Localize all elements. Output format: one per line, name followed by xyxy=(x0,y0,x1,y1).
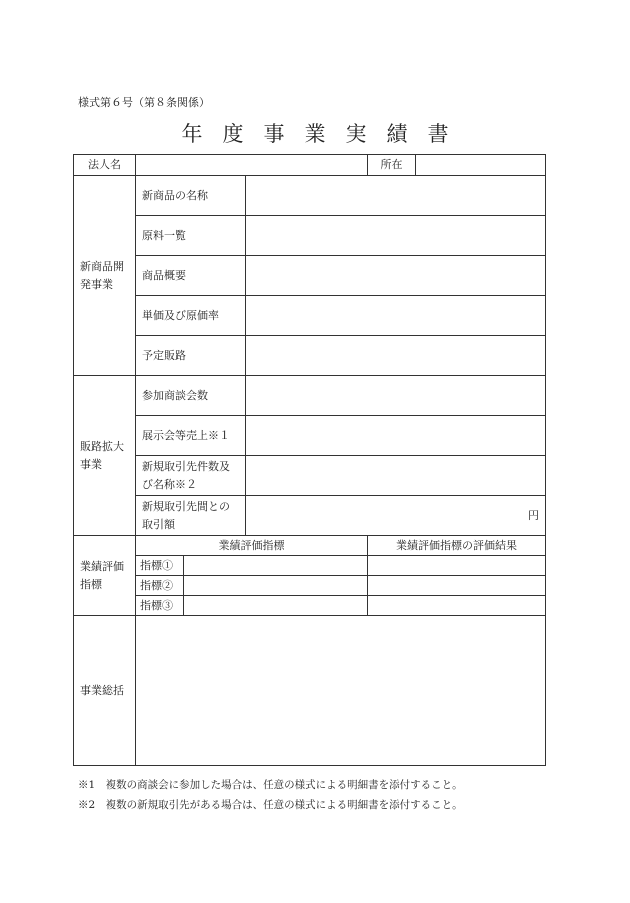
result-3-field[interactable] xyxy=(368,596,546,616)
unit-price-field[interactable] xyxy=(246,296,546,336)
row-label: 新規取引先件数及び名称※２ xyxy=(136,456,246,496)
table-row xyxy=(74,556,546,576)
summary-label: 事業総括 xyxy=(74,616,136,766)
amount-unit: 円 xyxy=(528,508,540,522)
table-row xyxy=(74,416,546,456)
table-row xyxy=(74,176,546,216)
location-field[interactable] xyxy=(416,155,546,176)
footnotes xyxy=(78,775,463,815)
table-row xyxy=(74,336,546,376)
new-product-name-field[interactable] xyxy=(246,176,546,216)
row-label: 展示会等売上※１ xyxy=(136,416,246,456)
sales-group-label: 販路拡大事業 xyxy=(74,376,136,536)
meetings-count-field[interactable] xyxy=(246,376,546,416)
table-row xyxy=(74,536,546,556)
evaluation-group-label: 業績評価指標 xyxy=(74,536,136,616)
footnote: ※1 複数の商談会に参加した場合は、任意の様式による明細書を添付すること。 xyxy=(78,779,463,791)
table-row xyxy=(74,616,546,766)
table-row xyxy=(74,456,546,496)
exhibition-sales-field[interactable] xyxy=(246,416,546,456)
new-partners-field[interactable] xyxy=(246,456,546,496)
indicator-label: 指標③ xyxy=(136,596,184,616)
location-label: 所在 xyxy=(368,155,416,176)
new-product-group-label: 新商品開発事業 xyxy=(74,176,136,376)
corp-name-field[interactable] xyxy=(136,155,368,176)
indicator-2-field[interactable] xyxy=(184,576,368,596)
row-label: 原料一覧 xyxy=(136,216,246,256)
row-label: 単価及び原価率 xyxy=(136,296,246,336)
table-row xyxy=(74,496,546,536)
row-label: 参加商談会数 xyxy=(136,376,246,416)
row-label: 新商品の名称 xyxy=(136,176,246,216)
materials-field[interactable] xyxy=(246,216,546,256)
result-1-field[interactable] xyxy=(368,556,546,576)
result-column-header: 業績評価指標の評価結果 xyxy=(368,536,546,556)
row-label: 商品概要 xyxy=(136,256,246,296)
footnote: ※2 複数の新規取引先がある場合は、任意の様式による明細書を添付すること。 xyxy=(78,799,463,811)
indicator-label: 指標① xyxy=(136,556,184,576)
table-row xyxy=(74,216,546,256)
page-title: 年度事業実績書 xyxy=(181,122,469,146)
transaction-amount-field[interactable] xyxy=(246,496,546,536)
summary-field[interactable] xyxy=(136,616,546,766)
table-row xyxy=(74,296,546,336)
result-2-field[interactable] xyxy=(368,576,546,596)
row-label: 予定販路 xyxy=(136,336,246,376)
planned-channel-field[interactable] xyxy=(246,336,546,376)
indicator-1-field[interactable] xyxy=(184,556,368,576)
product-overview-field[interactable] xyxy=(246,256,546,296)
table-row xyxy=(74,596,546,616)
corp-row xyxy=(74,155,546,176)
table-row xyxy=(74,256,546,296)
form-number: 様式第６号（第８条関係） xyxy=(78,96,210,109)
indicator-3-field[interactable] xyxy=(184,596,368,616)
report-form-table xyxy=(73,154,546,766)
table-row xyxy=(74,376,546,416)
table-row xyxy=(74,576,546,596)
corp-name-label: 法人名 xyxy=(74,155,136,176)
indicator-label: 指標② xyxy=(136,576,184,596)
indicator-column-header: 業績評価指標 xyxy=(136,536,368,556)
row-label: 新規取引先間との取引額 xyxy=(136,496,246,536)
